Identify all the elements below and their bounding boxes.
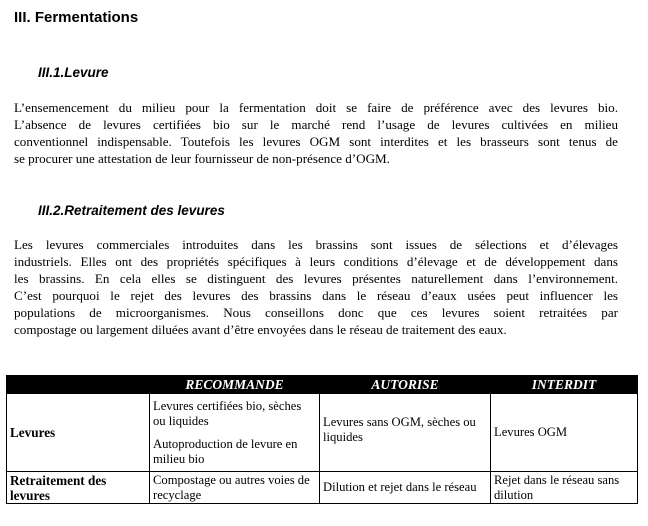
paragraph-line: L’absence de levures certifiées bio sur le marché rend l’usage de levures cultivées en milieu xyxy=(14,117,618,132)
paragraph-line: compostage ou largement diluées avant d’être envoyées dans le réseau de traitement des eaux. xyxy=(14,322,507,337)
cell-interdit: Levures OGM xyxy=(491,394,638,472)
table-header-recommande: RECOMMANDE xyxy=(150,376,320,394)
cell-text: Levures certifiées bio, sèches ou liquides xyxy=(153,398,302,428)
row-label: Levures xyxy=(7,394,150,472)
section-title: III. Fermentations xyxy=(14,9,139,26)
paragraph-levure xyxy=(14,99,618,167)
table-header-empty xyxy=(7,376,150,394)
paragraph-line: populations de microorganismes. Nous conseillons donc que ces levures soient retraitées par xyxy=(14,305,618,320)
paragraph-line: conventionnel indispensable. Toutefois les levures OGM sont interdites et les brasseurs sont tenus de xyxy=(14,134,618,149)
paragraph-line: industriels. Elles ont des propriétés spécifiques à leurs conditions d’élevage et de développement dans xyxy=(14,254,618,269)
cell-recommande: Compostage ou autres voies de recyclage xyxy=(150,472,320,504)
cell-recommande xyxy=(150,394,320,472)
cell-autorise: Dilution et rejet dans le réseau xyxy=(320,472,491,504)
cell-text: Autoproduction de levure en milieu bio xyxy=(153,436,298,466)
table-header-autorise: AUTORISE xyxy=(320,376,491,394)
row-label: Retraitement des levures xyxy=(7,472,150,504)
subsection-title-retraitement: III.2.Retraitement des levures xyxy=(38,203,225,218)
regulation-table xyxy=(6,375,638,504)
table-row xyxy=(7,394,638,472)
table-row xyxy=(7,472,638,504)
cell-text: Levures sans OGM, sèches ou liquides xyxy=(323,414,476,444)
table-header-row xyxy=(7,376,638,394)
subsection-title-levure: III.1.Levure xyxy=(38,65,109,80)
table-header-interdit: INTERDIT xyxy=(491,376,638,394)
cell-autorise xyxy=(320,394,491,472)
paragraph-line: les brassins. En cela elles se distinguent des levures présentes naturellement dans l’environnement. xyxy=(14,271,618,286)
paragraph-line: C’est pourquoi le rejet des levures des brassins dans le réseau d’eaux usées peut influencer les xyxy=(14,288,618,303)
paragraph-retraitement xyxy=(14,236,618,338)
paragraph-line: L’ensemencement du milieu pour la fermentation doit se faire de préférence avec des levures bio. xyxy=(14,100,618,115)
cell-interdit: Rejet dans le réseau sans dilution xyxy=(491,472,638,504)
paragraph-line: se procurer une attestation de leur fournisseur de non-présence d’OGM. xyxy=(14,151,390,166)
paragraph-line: Les levures commerciales introduites dans les brassins sont issues de sélections et d’élevages xyxy=(14,237,618,252)
